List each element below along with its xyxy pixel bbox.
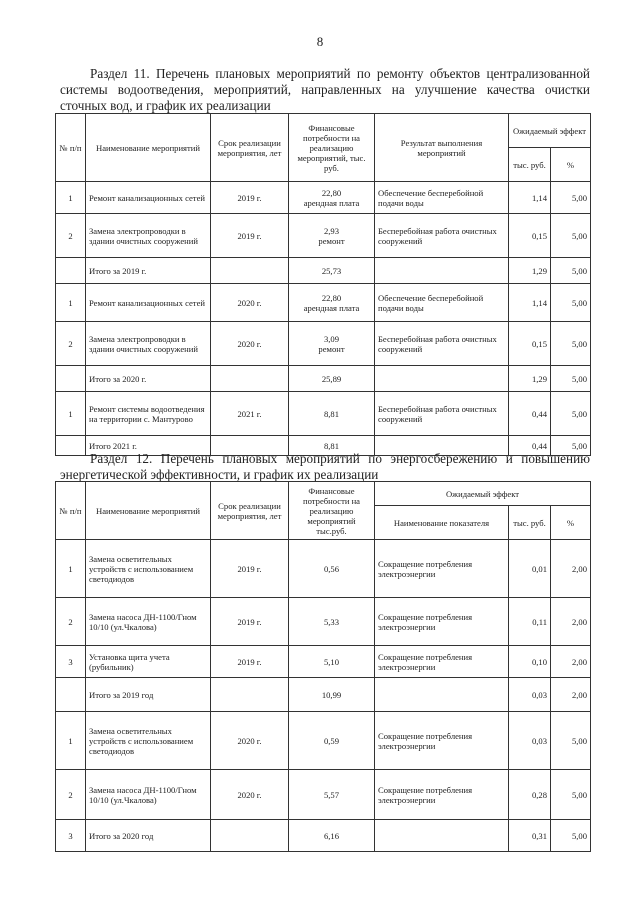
row-effect-rub: 0,44 — [509, 392, 551, 436]
row-effect-pct: 5,00 — [551, 284, 591, 322]
row-term — [211, 258, 289, 284]
row-name: Замена насоса ДН-1100/Гном 10/10 (ул.Чкалова) — [86, 770, 211, 820]
row-result — [375, 258, 509, 284]
row-term: 2019 г. — [211, 646, 289, 678]
row-term: 2019 г. — [211, 214, 289, 258]
row-finance: 0,56 — [289, 540, 375, 598]
row-effect-rub: 0,15 — [509, 322, 551, 366]
finance-value: 8,81 — [323, 408, 340, 419]
row-indicator — [375, 820, 509, 852]
row-num: 3 — [56, 646, 86, 678]
row-name: Ремонт системы водоотведения на территории с. Мантурово — [86, 392, 211, 436]
row-term: 2021 г. — [211, 392, 289, 436]
row-finance: 6,16 — [289, 820, 375, 852]
row-effect-pct: 5,00 — [551, 436, 591, 456]
col-finance: Финансовые потребности на реализацию мероприятий, тыс. руб. — [289, 114, 375, 182]
row-term: 2020 г. — [211, 712, 289, 770]
row-name: Итого 2021 г. — [86, 436, 211, 456]
row-term — [211, 820, 289, 852]
finance-value: 2,93 — [323, 225, 340, 236]
row-effect-rub: 1,29 — [509, 258, 551, 284]
row-term: 2020 г. — [211, 284, 289, 322]
row-effect-pct: 5,00 — [551, 258, 591, 284]
row-effect-rub: 0,44 — [509, 436, 551, 456]
row-finance — [289, 284, 375, 322]
finance-note: ремонт — [318, 235, 345, 246]
finance-value: 25,73 — [321, 265, 342, 276]
col-indicator: Наименование показателя — [375, 506, 509, 540]
row-finance — [289, 258, 375, 284]
row-term: 2020 г. — [211, 322, 289, 366]
table-row — [56, 214, 591, 258]
row-term: 2019 г. — [211, 540, 289, 598]
table-row — [56, 182, 591, 214]
row-name: Замена электропроводки в здании очистных сооружений — [86, 322, 211, 366]
row-effect-pct: 5,00 — [551, 392, 591, 436]
row-finance: 5,33 — [289, 598, 375, 646]
row-num — [56, 678, 86, 712]
finance-note: арендная плата — [303, 302, 360, 313]
row-name: Замена насоса ДН-1100/Гном 10/10 (ул.Чкалова) — [86, 598, 211, 646]
section-12-table — [55, 481, 591, 852]
finance-note: ремонт — [318, 343, 345, 354]
col-effect-rub: тыс. руб. — [509, 506, 551, 540]
page-number: 8 — [316, 34, 324, 49]
col-name: Наименование мероприятий — [86, 482, 211, 540]
row-num — [56, 366, 86, 392]
table-row — [56, 392, 591, 436]
row-num: 1 — [56, 182, 86, 214]
table-row — [56, 322, 591, 366]
row-effect-pct: 5,00 — [551, 712, 591, 770]
row-effect-pct: 5,00 — [551, 820, 591, 852]
row-name: Ремонт канализационных сетей — [86, 182, 211, 214]
col-term: Срок реализации мероприятия, лет — [211, 114, 289, 182]
row-indicator: Сокращение потребления электроэнергии — [375, 646, 509, 678]
finance-value: 8,81 — [323, 440, 340, 451]
row-finance — [289, 322, 375, 366]
row-indicator: Сокращение потребления электроэнергии — [375, 540, 509, 598]
row-effect-rub: 0,01 — [509, 540, 551, 598]
row-name: Итого за 2019 г. — [86, 258, 211, 284]
table-row — [56, 598, 591, 646]
row-effect-pct: 5,00 — [551, 214, 591, 258]
row-finance — [289, 392, 375, 436]
col-name: Наименование мероприятий — [86, 114, 211, 182]
col-effect: Ожидаемый эффект — [509, 114, 591, 148]
row-name: Итого за 2019 год — [86, 678, 211, 712]
finance-value: 22,80 — [321, 292, 342, 303]
row-result: Бесперебойная работа очистных сооружений — [375, 392, 509, 436]
row-finance: 0,59 — [289, 712, 375, 770]
row-effect-rub: 0,03 — [509, 712, 551, 770]
row-name: Итого за 2020 г. — [86, 366, 211, 392]
row-effect-rub: 0,10 — [509, 646, 551, 678]
row-num: 1 — [56, 284, 86, 322]
row-result — [375, 366, 509, 392]
row-indicator: Сокращение потребления электроэнергии — [375, 712, 509, 770]
row-num: 1 — [56, 392, 86, 436]
row-result: Обеспечение бесперебойной подачи воды — [375, 284, 509, 322]
row-effect-pct: 2,00 — [551, 598, 591, 646]
row-effect-pct: 5,00 — [551, 366, 591, 392]
col-finance: Финансовые потребности на реализацию мероприятий тыс.руб. — [289, 482, 375, 540]
row-num: 3 — [56, 820, 86, 852]
table-row — [56, 284, 591, 322]
col-result: Результат выполнения мероприятий — [375, 114, 509, 182]
row-num — [56, 258, 86, 284]
finance-value: 25,89 — [321, 373, 342, 384]
table-row — [56, 770, 591, 820]
col-term: Срок реализации мероприятия, лет — [211, 482, 289, 540]
col-num: № п/п — [56, 482, 86, 540]
finance-value: 3,09 — [323, 333, 340, 344]
row-name: Замена осветительных устройств с использованием светодиодов — [86, 712, 211, 770]
table-row — [56, 678, 591, 712]
row-effect-pct: 2,00 — [551, 540, 591, 598]
section-11-heading: Раздел 11. Перечень плановых мероприятий по ремонту объектов централизованной системы водоотведения, мероприятий, направленных на улучшение качества очистки сточных вод, и график их реализации — [60, 66, 590, 113]
row-result: Бесперебойная работа очистных сооружений — [375, 214, 509, 258]
row-num: 2 — [56, 322, 86, 366]
section-12-heading: Раздел 12. Перечень плановых мероприятий по энергосбережению и повышению энергетической эффективности, и график их реализации — [60, 451, 590, 482]
row-num: 1 — [56, 712, 86, 770]
col-effect-pct: % — [551, 506, 591, 540]
row-effect-pct: 2,00 — [551, 678, 591, 712]
table-row — [56, 540, 591, 598]
row-finance — [289, 182, 375, 214]
col-effect-rub: тыс. руб. — [509, 148, 551, 182]
row-effect-rub: 0,11 — [509, 598, 551, 646]
row-effect-rub: 1,14 — [509, 182, 551, 214]
row-effect-rub: 0,28 — [509, 770, 551, 820]
row-indicator: Сокращение потребления электроэнергии — [375, 598, 509, 646]
row-num: 2 — [56, 214, 86, 258]
row-term — [211, 678, 289, 712]
row-indicator — [375, 678, 509, 712]
row-effect-pct: 5,00 — [551, 182, 591, 214]
table-row — [56, 366, 591, 392]
table-row — [56, 820, 591, 852]
row-term: 2019 г. — [211, 182, 289, 214]
row-num: 1 — [56, 540, 86, 598]
row-name: Установка щита учета (рубильник) — [86, 646, 211, 678]
row-name: Итого за 2020 год — [86, 820, 211, 852]
section-11-table — [55, 113, 591, 456]
col-effect: Ожидаемый эффект — [375, 482, 591, 506]
row-effect-rub: 0,15 — [509, 214, 551, 258]
finance-value: 22,80 — [321, 187, 342, 198]
row-term: 2019 г. — [211, 598, 289, 646]
row-effect-pct: 2,00 — [551, 646, 591, 678]
row-finance: 10,99 — [289, 678, 375, 712]
row-effect-rub: 1,14 — [509, 284, 551, 322]
row-effect-pct: 5,00 — [551, 322, 591, 366]
row-term: 2020 г. — [211, 770, 289, 820]
row-finance — [289, 214, 375, 258]
row-name: Замена осветительных устройств с использованием светодиодов — [86, 540, 211, 598]
row-result: Обеспечение бесперебойной подачи воды — [375, 182, 509, 214]
row-num: 2 — [56, 770, 86, 820]
row-term — [211, 366, 289, 392]
row-finance — [289, 366, 375, 392]
finance-note: арендная плата — [303, 197, 360, 208]
row-effect-rub: 0,31 — [509, 820, 551, 852]
row-name: Замена электропроводки в здании очистных сооружений — [86, 214, 211, 258]
row-effect-pct: 5,00 — [551, 770, 591, 820]
row-result: Бесперебойная работа очистных сооружений — [375, 322, 509, 366]
row-effect-rub: 1,29 — [509, 366, 551, 392]
row-indicator: Сокращение потребления электроэнергии — [375, 770, 509, 820]
row-num: 2 — [56, 598, 86, 646]
row-finance: 5,57 — [289, 770, 375, 820]
row-finance: 5,10 — [289, 646, 375, 678]
col-num: № п/п — [56, 114, 86, 182]
table-row — [56, 646, 591, 678]
col-effect-pct: % — [551, 148, 591, 182]
row-effect-rub: 0,03 — [509, 678, 551, 712]
table-row — [56, 712, 591, 770]
row-name: Ремонт канализационных сетей — [86, 284, 211, 322]
table-row — [56, 258, 591, 284]
